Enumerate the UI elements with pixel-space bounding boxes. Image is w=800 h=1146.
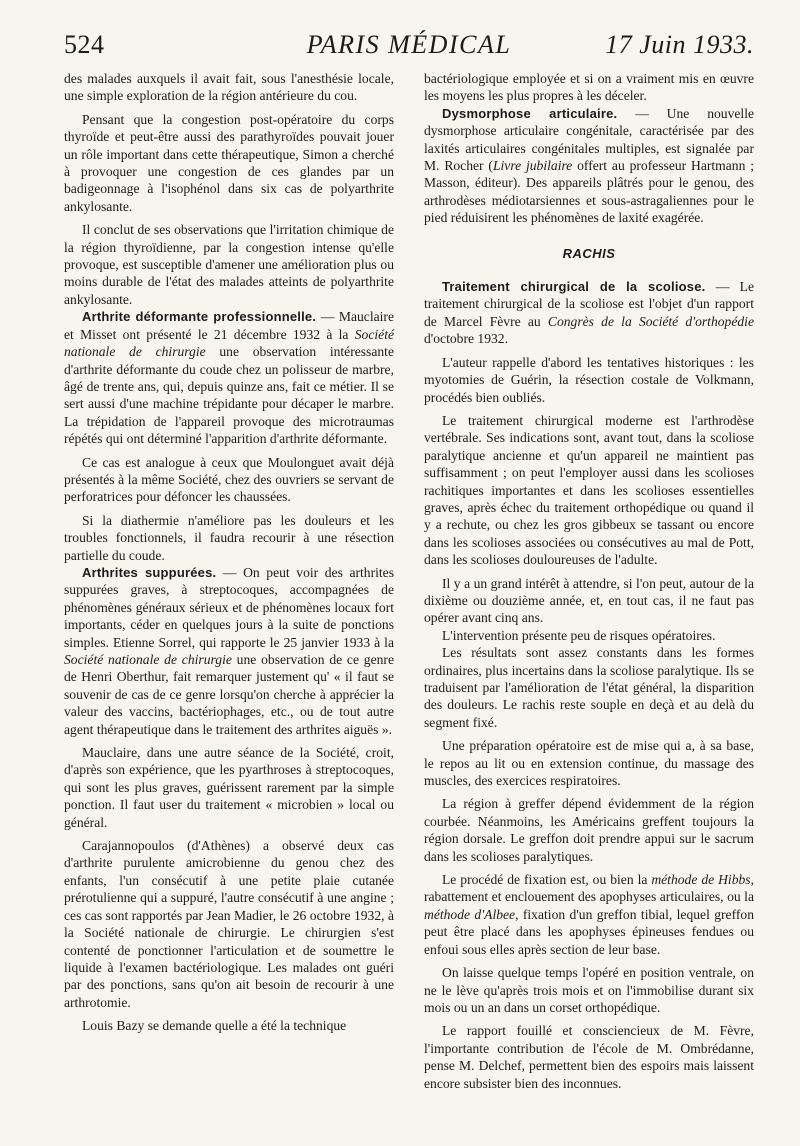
paragraph: Le rapport fouillé et consciencieux de M. Fèvre, l'importante contribution de l'école de M. Ombrédanne, pense M. Delchef, permettent bien des espoirs mais laissent encore subsister bien des inconnues. xyxy=(424,1023,754,1091)
paragraph-arthrite-deformante xyxy=(64,308,394,447)
page-header xyxy=(64,0,754,70)
paragraph: Il y a un grand intérêt à attendre, si l'on peut, autour de la dixième ou douzième année, et, en tout cas, il ne faut pas opérer avant cinq ans. xyxy=(424,575,754,626)
paragraph-text: une observation intéressante d'arthrite déformante du coude chez un polisseur de marbre, âgé de trente ans, qui, depuis quinze ans, fait ce métier. Il se sert aussi d'une machine trépidante pour décaper le marbre. La trépidation de l'appareil provoque des microtraumas répétés qui ont déterminé l'apparition d'arthrite déformante. xyxy=(64,344,394,447)
paragraph: Les résultats sont assez constants dans les formes ordinaires, plus incertains dans la scoliose paralytique. Ils se traduisent par l'amélioration de l'état général, la disparition des douleurs. Le rachis reste souple en deçà et au delà du segment fixé. xyxy=(424,645,754,730)
paragraph-text: offert au professeur Hartmann ; Masson, éditeur). Des appareils plâtrés pour le genou, des arthrodèses médiotarsiennes et sous-astragaliennes pour le pied réduisirent les phénomènes de laxité exagérée. xyxy=(424,158,754,226)
paragraph-text: — On peut voir des arthrites suppurées graves, à streptocoques, accompagnées de phénomènes généraux sérieux et de phénomènes locaux fort importants, céder en quelques jours à la suite de ponctions simples. Etienne Sorrel, qui rapporte le 25 janvier 1933 à la xyxy=(64,564,394,650)
paragraph: Il conclut de ses observations que l'irritation chimique de la région thyroïdienne, par la congestion intense qu'elle provoque, est susceptible d'amener une amélioration plus ou moins durable de l'état des malades atteints de polyarthrite ankylosante. xyxy=(64,222,394,307)
paragraph-text: — Une nouvelle dysmorphose articulaire congénitale, caractérisée par des laxités articulaires congénitales multiples, est signalée par M. Rocher ( xyxy=(424,105,755,174)
paragraph: Louis Bazy se demande quelle a été la technique xyxy=(82,1018,347,1034)
italic-method: méthode d'Albee xyxy=(424,906,516,922)
italic-method: méthode de Hibbs xyxy=(651,872,751,888)
page-number: 524 xyxy=(64,30,105,59)
paragraph-text: , rabattement et enclouement des apophyses articulaires, ou la xyxy=(424,872,754,905)
journal-title: PARIS MÉDICAL xyxy=(306,30,512,59)
paragraph: bactériologique employée et si on a vraiment mis en œuvre les moyens les plus propres à les déceler. xyxy=(424,71,754,104)
paragraph: On laisse quelque temps l'opéré en position ventrale, on ne le lève qu'après trois mois et on l'immobilise durant six mois ou un an dans un corset orthopédique. xyxy=(424,965,754,1015)
paragraph-fixation xyxy=(424,871,754,958)
paragraph-text: — Mauclaire et Misset ont présenté le 21 décembre 1932 à la xyxy=(64,309,394,342)
issue-date: 17 Juin 1933. xyxy=(605,30,754,59)
paragraph-heading: Arthrites suppurées. xyxy=(82,564,217,580)
article-columns xyxy=(64,70,754,1092)
italic-citation: Livre jubilaire xyxy=(492,158,573,174)
paragraph-text: d'octobre 1932. xyxy=(424,331,508,347)
paragraph-text: une observation de ce genre de Henri Oberthur, fait remarquer justement qu' « il faut se souvenir de cas de ce genre lorsqu'on cherche à apprécier la valeur des vaccins, bactériophages, etc., ou de tout autre agent thérapeutique dans le traitement des arthrites aiguës ». xyxy=(64,652,394,737)
paragraph-heading: Traitement chirurgical de la scoliose. xyxy=(442,279,706,295)
paragraph: Le traitement chirurgical moderne est l'arthrodèse vertébrale. Ses indications sont, avant tout, dans la scoliose paralytique ancienne et qu'un appareil ne maintient pas suffisamment ; on peut l'employer aussi dans les scolioses rachitiques importantes et dans les scolioses essentielles graves, après échec du traitement orthopédique ou quand il y a rechute, ou chez les gros gibbeux se tassant ou encore dans les scolioses associées ou consécutives au mal de Pott, dans les scolioses douloureuses de l'adulte. xyxy=(424,412,754,568)
paragraph: Mauclaire, dans une autre séance de la Société, croit, d'après son expérience, que les pyarthroses à streptocoques, qui sont les plus graves, guérissent rarement par la simple ponction. Il faut user du traitement « microbien » local ou général. xyxy=(64,745,394,830)
paragraph: L'intervention présente peu de risques opératoires. xyxy=(442,627,716,643)
paragraph: Carajannopoulos (d'Athènes) a observé deux cas d'arthrite purulente amicrobienne du genou chez des enfants, l'un consécutif à une petite plaie cutanée prérotulienne qui a suppuré, l'autre consécutif à une angine ; ces cas sont rapportés par Jean Madier, le 26 octobre 1932, à la Société nationale de chirurgie. Le chirurgien s'est contenté de ponctionner l'articulation et de soumettre le liquide à l'examen bactériologique. Les malades ont guéri par des ponctions, sans qu'on ait besoin de recourir à une arthrotomie. xyxy=(64,838,394,1010)
paragraph-heading: Arthrite déformante professionnelle. xyxy=(82,309,317,325)
paragraph: L'auteur rappelle d'abord les tentatives historiques : les myotomies de Guérin, la résection costale de Volkmann, procédés bien oubliés. xyxy=(424,354,754,405)
paragraph-text: — Le traitement chirurgical de la scoliose est l'objet d'un rapport de Marcel Fèvre au xyxy=(424,279,754,329)
paragraph: Ce cas est analogue à ceux que Moulonguet avait déjà présentés à la même Société, chez des ouvriers se servant de perforatrices pour défoncer les chaussées. xyxy=(64,454,394,505)
paragraph-arthrites-suppurees xyxy=(64,564,394,738)
italic-citation: Société nationale de chirurgie xyxy=(64,326,394,360)
paragraph-heading: Dysmorphose articulaire. xyxy=(442,105,618,121)
right-column xyxy=(424,70,754,1092)
left-column xyxy=(64,70,394,1092)
paragraph-text: Le procédé de fixation est, ou bien la xyxy=(442,872,652,888)
paragraph-text: , fixation d'un greffon tibial, lequel greffon peut être placé dans les apophyses épineuses fendues ou enfoui sous elles après section de leur base. xyxy=(424,906,754,957)
paragraph: La région à greffer dépend évidemment de la région courbée. Néanmoins, les Américains greffent toujours la région dorsale. Le greffon doit prendre appui sur le sacrum dans les scolioses paralytiques. xyxy=(424,796,754,864)
section-title: RACHIS xyxy=(562,245,616,261)
paragraph: Une préparation opératoire est de mise qui a, à sa base, le repos au lit ou en extension continue, du massage des muscles, des exercices respiratoires. xyxy=(424,738,754,789)
paragraph: Pensant que la congestion post-opératoire du corps thyroïde et peut-être aussi des parathyroïdes pouvait jouer un rôle important dans cette thérapeutique, Simon a cherché à provoquer une congestion de ces glandes par un badigeonnage à l'isophénol dans six cas de polyarthrite ankylosante. xyxy=(64,111,394,214)
paragraph-scoliose xyxy=(424,278,754,348)
paragraph: des malades auxquels il avait fait, sous l'anesthésie locale, une simple exploration de la région antérieure du cou. xyxy=(64,71,394,104)
paragraph: Si la diathermie n'améliore pas les douleurs et les troubles fonctionnels, il faudra recourir à une résection partielle du coude. xyxy=(64,512,394,563)
italic-citation: Congrès de la Société d'orthopédie xyxy=(547,313,754,329)
paragraph-dysmorphose xyxy=(424,105,754,227)
italic-citation: Société nationale de chirurgie xyxy=(64,652,232,667)
